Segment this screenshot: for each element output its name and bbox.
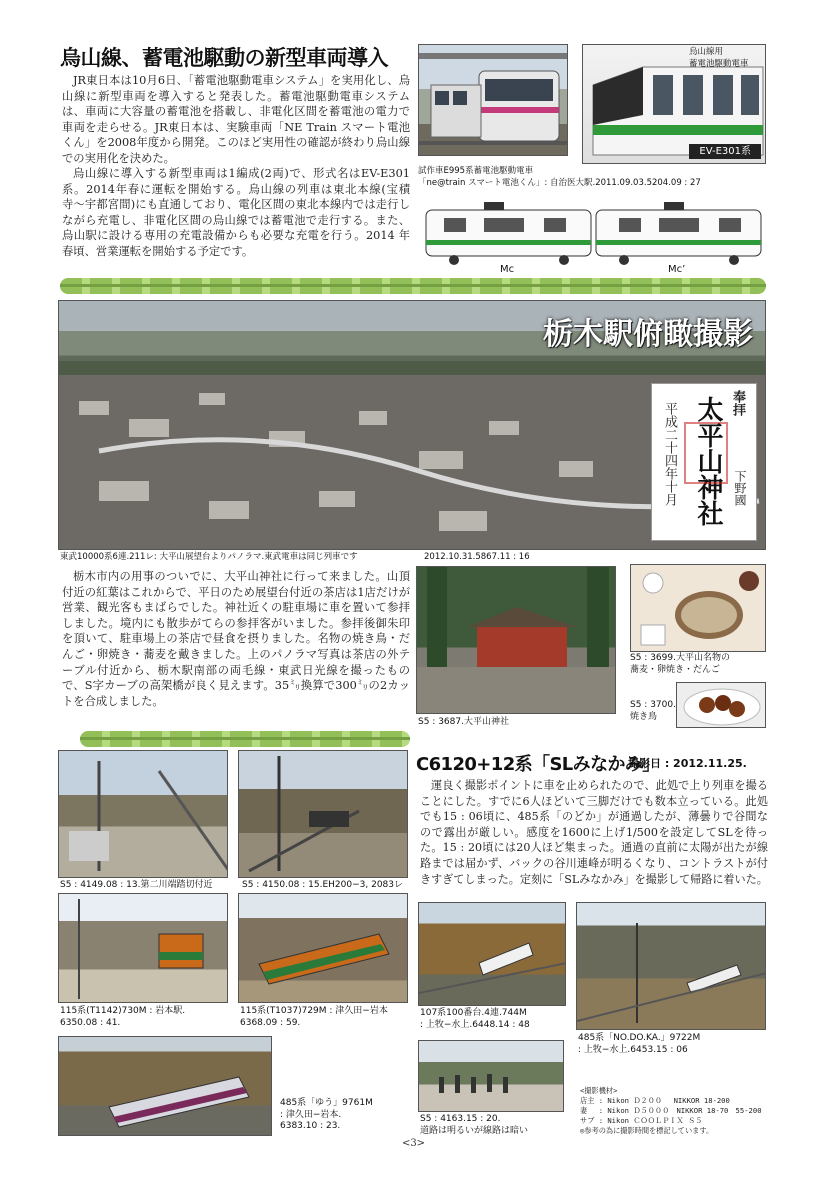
red-seal-icon — [684, 422, 728, 484]
stamp-date-text: 平成二十四年十月 — [662, 402, 677, 506]
goshuin-stamp — [651, 383, 757, 541]
photo-485-nodoka-caption: 485系「NO.DO.KA.」9722M : 上牧−水上.6453.15 : 06 — [578, 1033, 701, 1055]
photo-crossing — [58, 750, 228, 878]
train-115-illustration-1 — [59, 894, 228, 1003]
train-485-yuu-illustration — [59, 1037, 272, 1136]
photo-crowd — [418, 1040, 564, 1112]
photo-485-nodoka — [576, 902, 766, 1030]
panorama-caption: 東武10000系6連.211レ: 大平山展望台よりパノラマ.東武電車は同じ列車です — [60, 552, 358, 562]
equipment-line-1: 店主 : Nikon Ｄ２００ NIKKOR 18-200 — [580, 1096, 730, 1105]
article3-title: C6120+12系「SLみなかみ」 — [416, 754, 660, 775]
car-label-mc-prime: Mc’ — [668, 264, 686, 275]
article3-text-body: 運良く撮影ポイントに車を止められたので、此処で上り列車を撮ることにした。すでに6人ほどいて三脚だけでも数本立っている。此処でも15 : 06頃に、485系「のどか」が通過したが、薄曇りで谷間なので露出が厳しい。感度を1600に上げ1/500を設定してSLを待った。15 : 20頃には20人ほど集まった。通過の直前に太陽が出たが線路までは届かず、バックの谷川連峰が明るくなり、コントラストが付きすぎてしまった。定刻に「SLみなかみ」を撮影して帰路に着いた。 — [420, 779, 768, 886]
yakitori-photo — [676, 682, 766, 728]
shrine-photo — [416, 566, 616, 714]
article3-text — [420, 778, 768, 887]
stamp-right-text: 下野國 — [733, 470, 747, 506]
ev-e301-badge: EV-E301系 — [689, 144, 761, 160]
shrine-illustration — [417, 567, 616, 714]
vine-divider-1 — [60, 278, 766, 294]
crowd-illustration — [419, 1041, 564, 1112]
shrine-caption: S5 : 3687.大平山神社 — [418, 717, 509, 727]
article2-text — [62, 569, 410, 709]
photo-crossing-caption: S5 : 4149.08 : 13.第二川端踏切付近 — [60, 880, 213, 890]
article1-title: 烏山線、蓄電池駆動の新型車両導入 — [60, 46, 388, 70]
ev-e301-label: 烏山線用 蓄電池駆動電車 — [689, 47, 749, 69]
page-number: <3> — [401, 1138, 426, 1149]
equipment-line-2: 妻 : Nikon Ｄ５０００ NIKKOR 18-70 55-200 — [580, 1106, 762, 1115]
equipment-heading: <撮影機材> — [580, 1086, 618, 1095]
equipment-line-3: サブ : Nikon ＣＯＯＬＰＩＸ Ｓ５ — [580, 1116, 703, 1125]
e995-photo-caption: 試作車E995系蓄電池駆動電車 「ne@train スマート電池くん」: 自治医大駅.2011.09.03.5204.09 : 27 — [418, 166, 701, 188]
yakitori-caption: S5 : 3700. 焼き鳥 — [630, 700, 676, 722]
article2-text-body: 栃木市内の用事のついでに、大平山神社に行って来ました。山頂付近の紅葉はこれからで、平日のため展望台付近の茶店は1店だけが営業、観光客もまばらでした。神社近くの駐車場に車を置いて参拝しました。境内にも散歩がてらの参拝客がいました。参拝後御朱印を頂いて、駐車場上の茶店で昼食を摂りました。名物の焼き鳥・だんご・卵焼き・蕎麦を戴きました。上のパノラマ写真は茶店の外テーブル付近から、栃木駅南部の両毛線・東武日光線を撮ったもので、S字カーブの高架橋が良く見えます。35㍉換算で300㍉の2カットを合成しました。 — [62, 570, 410, 708]
vine-divider-2 — [80, 731, 410, 747]
yakitori-illustration — [677, 683, 766, 728]
train-485-nodoka-illustration — [577, 903, 766, 1030]
ev-e301-rendering — [582, 44, 766, 164]
photo-485-yuu-caption: 485系「ゆう」9761M : 津久田−岩本. 6383.10 : 23. — [280, 1098, 373, 1131]
photo-115-tsukuda-caption: 115系(T1037)729M : 津久田−岩本 6368.09 : 59. — [240, 1006, 388, 1028]
soba-photo — [630, 564, 766, 652]
photo-107-kamimoku — [418, 902, 566, 1006]
photo-107-caption: 107系100番台.4連.744M : 上牧−水上.6448.14 : 48 — [420, 1008, 530, 1030]
side-view-drawing — [424, 200, 764, 266]
article1-para1 — [62, 73, 410, 167]
stamp-top-text: 奉拝 — [730, 390, 745, 416]
equipment-list — [580, 1086, 762, 1136]
stamp-main-text: 太平山神社 — [693, 396, 723, 526]
soba-caption: S5 : 3699.大平山名物の 蕎麦・卵焼き・だんご — [630, 653, 730, 675]
equipment-line-4: ◎参考の為に撮影時間を標記しています。 — [580, 1126, 714, 1135]
photo-crowd-caption: S5 : 4163.15 : 20. 道路は明るいが線路は暗い — [420, 1114, 529, 1136]
photo-115-tsukuda — [238, 893, 408, 1003]
car-label-mc: Mc — [500, 264, 515, 275]
train-115-illustration-2 — [239, 894, 408, 1003]
photo-eh200-caption: S5 : 4150.08 : 15.EH200−3, 2083レ — [242, 880, 404, 890]
photo-115-iwamoto — [58, 893, 228, 1003]
train-107-illustration — [419, 903, 566, 1006]
article1-para2 — [62, 166, 410, 260]
photo-115-iwamoto-caption: 115系(T1142)730M : 岩本駅. 6350.08 : 41. — [60, 1006, 186, 1028]
e995-train-photo — [418, 44, 568, 156]
crossing-illustration — [59, 751, 228, 878]
photo-eh200 — [238, 750, 408, 878]
panorama-photo — [58, 300, 766, 550]
soba-illustration — [631, 565, 766, 652]
panorama-overlay-title: 栃木駅俯瞰撮影 — [543, 317, 753, 352]
panorama-caption-date: 2012.10.31.5867.11 : 16 — [424, 552, 530, 562]
eh200-illustration — [239, 751, 408, 878]
e995-train-illustration — [419, 45, 568, 156]
article1-para1-text: JR東日本は10月6日、「蓄電池駆動電車システム」を実用化し、烏山線に新型車両を導入すると発表した。蓄電池駆動電車システムは、車両に大容量の蓄電池を搭載し、非電化区間を蓄電池の電力で車両を走らせる。JR東日本は、実験車両「NE Train スマート電池くん」を2008年度から開発。このほど実用性の確認が終わり烏山線での実用化を決めた。 — [62, 74, 410, 165]
article1-para2-text: 烏山線に導入する新型車両は1編成(2両)で、形式名はEV-E301系。2014年春に運転を開始する。烏山線の列車は東北本線(宝積寺〜宇都宮間)にも直通しており、電化区間の東北本線内では走行しながら充電し、非電化区間の烏山線では蓄電池で走行する。また、烏山駅に設ける専用の充電設備からも必要な充電を行う。2014 年春頃、営業運転を開始する予定です。 — [62, 167, 410, 258]
ev-e301-side-diagram — [424, 200, 764, 266]
photo-485-yuu — [58, 1036, 272, 1136]
article3-date: 撮影日 : 2012.11.25. — [628, 757, 747, 770]
